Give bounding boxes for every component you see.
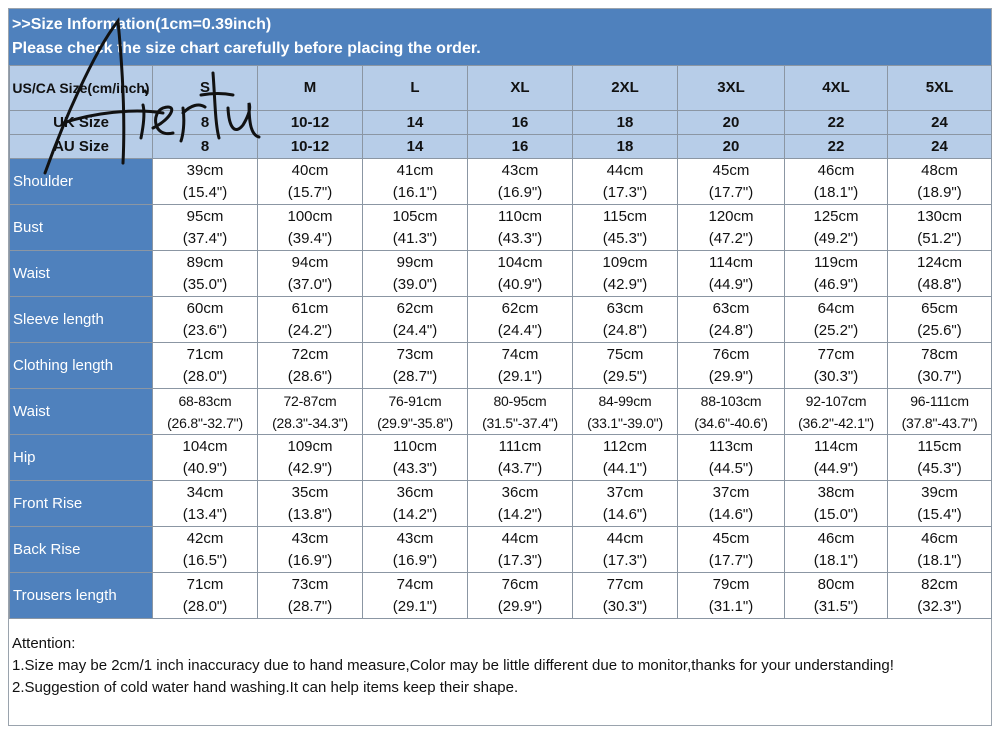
cm-value: 73cm bbox=[396, 345, 434, 363]
inch-value: (14.2") bbox=[392, 505, 438, 523]
cm-value: 39cm bbox=[921, 483, 958, 501]
measurement-cell bbox=[468, 159, 573, 205]
inch-value: (28.7") bbox=[287, 597, 333, 615]
size-header-cell: 5XL bbox=[888, 66, 992, 111]
measurement-cell bbox=[678, 527, 785, 573]
measurement-cell bbox=[153, 573, 258, 619]
inch-value: (29.1") bbox=[497, 367, 543, 385]
cm-value: 46cm bbox=[921, 529, 958, 547]
table-row bbox=[10, 159, 992, 205]
size-header-cell: 18 bbox=[573, 135, 678, 159]
cm-value: 125cm bbox=[813, 207, 859, 225]
inch-value: (24.8") bbox=[708, 321, 754, 339]
measurement-cell bbox=[153, 343, 258, 389]
cm-value: 111cm bbox=[498, 437, 542, 455]
cm-value: 115cm bbox=[917, 437, 962, 455]
inch-value: (28.0") bbox=[182, 367, 228, 385]
measurement-cell bbox=[363, 481, 468, 527]
measurement-cell bbox=[363, 205, 468, 251]
measurement-cell bbox=[888, 435, 992, 481]
size-header-cell: L bbox=[363, 66, 468, 111]
inch-value: (46.9") bbox=[813, 275, 859, 293]
size-header-cell: 22 bbox=[785, 135, 888, 159]
cm-value: 79cm bbox=[712, 575, 750, 593]
measurement-cell bbox=[888, 297, 992, 343]
inch-value: (37.0") bbox=[287, 275, 333, 293]
inch-value: (42.9") bbox=[602, 275, 648, 293]
cm-value: 95cm bbox=[186, 207, 224, 225]
cm-value: 84-99cm bbox=[598, 392, 652, 409]
size-header-cell: 16 bbox=[468, 111, 573, 135]
cm-value: 94cm bbox=[291, 253, 329, 271]
inch-value: (29.1") bbox=[392, 597, 438, 615]
size-header-cell: 24 bbox=[888, 135, 992, 159]
cm-value: 43cm bbox=[396, 529, 434, 547]
cm-value: 99cm bbox=[396, 253, 434, 271]
inch-value: (43.3") bbox=[392, 459, 438, 477]
cm-value: 64cm bbox=[817, 299, 855, 317]
cm-value: 44cm bbox=[606, 161, 644, 179]
inch-value: (24.2") bbox=[287, 321, 333, 339]
inch-value: (15.0") bbox=[813, 505, 859, 523]
cm-value: 65cm bbox=[921, 299, 958, 317]
inch-value: (37.4") bbox=[182, 229, 228, 247]
cm-value: 37cm bbox=[606, 483, 644, 501]
cm-value: 120cm bbox=[708, 207, 754, 225]
measurement-cell bbox=[573, 389, 678, 435]
measurement-cell bbox=[153, 251, 258, 297]
size-header-row bbox=[10, 111, 992, 135]
cm-value: 89cm bbox=[186, 253, 224, 271]
measurement-cell bbox=[785, 297, 888, 343]
inch-value: (44.5") bbox=[708, 459, 754, 477]
cm-value: 73cm bbox=[291, 575, 329, 593]
cm-value: 42cm bbox=[186, 529, 224, 547]
inch-value: (36.2"-42.1") bbox=[798, 414, 874, 431]
measurement-cell bbox=[258, 435, 363, 481]
cm-value: 63cm bbox=[606, 299, 644, 317]
measurement-cell bbox=[468, 481, 573, 527]
inch-value: (16.9") bbox=[497, 183, 543, 201]
table-row bbox=[10, 527, 992, 573]
size-header-cell: 14 bbox=[363, 111, 468, 135]
note-item: 2.Suggestion of cold water hand washing.It can help items keep their shape. bbox=[12, 679, 519, 696]
cm-value: 45cm bbox=[712, 529, 750, 547]
cm-value: 80cm bbox=[817, 575, 855, 593]
size-header-cell: 10-12 bbox=[258, 111, 363, 135]
cm-value: 43cm bbox=[501, 161, 539, 179]
inch-value: (25.2") bbox=[813, 321, 859, 339]
measurement-cell bbox=[888, 205, 992, 251]
cm-value: 72-87cm bbox=[283, 392, 337, 409]
cm-value: 113cm bbox=[709, 437, 753, 455]
notes-title: Attention: bbox=[12, 635, 76, 652]
cm-value: 115cm bbox=[603, 207, 647, 225]
cm-value: 38cm bbox=[817, 483, 855, 501]
measurement-cell bbox=[153, 389, 258, 435]
measurement-cell bbox=[468, 205, 573, 251]
measurement-cell bbox=[363, 573, 468, 619]
measurement-cell bbox=[468, 573, 573, 619]
table-row bbox=[10, 297, 992, 343]
size-system-label: US/CA Size(cm/inch) bbox=[10, 66, 153, 111]
measurement-cell bbox=[785, 159, 888, 205]
inch-value: (17.3") bbox=[602, 551, 648, 569]
size-header-cell: M bbox=[258, 66, 363, 111]
size-header-row bbox=[10, 66, 992, 111]
measurement-cell bbox=[363, 435, 468, 481]
cm-value: 39cm bbox=[186, 161, 224, 179]
size-header-cell: 22 bbox=[785, 111, 888, 135]
inch-value: (42.9") bbox=[287, 459, 333, 477]
size-header-cell: 4XL bbox=[785, 66, 888, 111]
measurement-cell bbox=[888, 527, 992, 573]
size-header-cell: 8 bbox=[153, 135, 258, 159]
cm-value: 76cm bbox=[501, 575, 539, 593]
inch-value: (31.5") bbox=[813, 597, 859, 615]
cm-value: 124cm bbox=[916, 253, 963, 271]
inch-value: (33.1"-39.0") bbox=[587, 414, 663, 431]
size-header-cell: 3XL bbox=[678, 66, 785, 111]
measurement-cell bbox=[363, 251, 468, 297]
cm-value: 74cm bbox=[396, 575, 434, 593]
cm-value: 110cm bbox=[393, 437, 437, 455]
inch-value: (13.8") bbox=[287, 505, 333, 523]
inch-value: (39.4") bbox=[287, 229, 333, 247]
cm-value: 71cm bbox=[186, 345, 224, 363]
cm-value: 77cm bbox=[817, 345, 855, 363]
row-label: Shoulder bbox=[10, 159, 153, 205]
row-label: Hip bbox=[10, 435, 153, 481]
inch-value: (17.3") bbox=[602, 183, 648, 201]
measurement-cell bbox=[573, 527, 678, 573]
banner-instruction: Please check the size chart carefully before placing the order. bbox=[12, 40, 481, 57]
cm-value: 75cm bbox=[606, 345, 644, 363]
cm-value: 43cm bbox=[291, 529, 329, 547]
measurement-cell bbox=[258, 251, 363, 297]
inch-value: (25.6") bbox=[917, 321, 962, 339]
measurement-cell bbox=[573, 573, 678, 619]
measurement-cell bbox=[785, 527, 888, 573]
inch-value: (14.2") bbox=[497, 505, 543, 523]
measurement-cell bbox=[573, 159, 678, 205]
measurement-cell bbox=[258, 481, 363, 527]
inch-value: (24.8") bbox=[602, 321, 648, 339]
measurement-cell bbox=[258, 343, 363, 389]
inch-value: (31.5"-37.4") bbox=[482, 414, 558, 431]
size-header-cell: 20 bbox=[678, 135, 785, 159]
inch-value: (28.0") bbox=[182, 597, 228, 615]
inch-value: (18.1") bbox=[917, 551, 962, 569]
cm-value: 74cm bbox=[501, 345, 539, 363]
inch-value: (15.4") bbox=[917, 505, 962, 523]
inch-value: (43.7") bbox=[497, 459, 543, 477]
inch-value: (29.5") bbox=[602, 367, 648, 385]
measurement-cell bbox=[888, 251, 992, 297]
note-item: 1.Size may be 2cm/1 inch inaccuracy due to hand measure,Color may be little different due to monitor,thanks for your understanding! bbox=[12, 657, 894, 674]
size-table bbox=[9, 65, 992, 619]
inch-value: (14.6") bbox=[708, 505, 754, 523]
measurement-cell bbox=[153, 527, 258, 573]
measurement-cell bbox=[153, 159, 258, 205]
inch-value: (16.1") bbox=[392, 183, 438, 201]
measurement-cell bbox=[468, 251, 573, 297]
cm-value: 110cm bbox=[498, 207, 542, 225]
inch-value: (16.5") bbox=[182, 551, 228, 569]
cm-value: 92-107cm bbox=[805, 392, 867, 409]
measurement-cell bbox=[678, 159, 785, 205]
inch-value: (49.2") bbox=[813, 229, 859, 247]
inch-value: (24.4") bbox=[392, 321, 438, 339]
cm-value: 77cm bbox=[606, 575, 644, 593]
measurement-cell bbox=[678, 435, 785, 481]
size-header-cell: XL bbox=[468, 66, 573, 111]
measurement-cell bbox=[678, 205, 785, 251]
inch-value: (18.9") bbox=[917, 183, 962, 201]
measurement-cell bbox=[678, 297, 785, 343]
inch-value: (40.9") bbox=[497, 275, 543, 293]
banner-title: >>Size Information(1cm=0.39inch) bbox=[12, 16, 272, 33]
row-label: Back Rise bbox=[10, 527, 153, 573]
inch-value: (29.9"-35.8") bbox=[377, 414, 453, 431]
cm-value: 114cm bbox=[814, 437, 858, 455]
size-header-cell: 20 bbox=[678, 111, 785, 135]
table-row bbox=[10, 435, 992, 481]
cm-value: 44cm bbox=[501, 529, 539, 547]
cm-value: 37cm bbox=[712, 483, 750, 501]
cm-value: 114cm bbox=[709, 253, 753, 271]
cm-value: 109cm bbox=[602, 253, 648, 271]
measurement-cell bbox=[363, 343, 468, 389]
measurement-cell bbox=[258, 389, 363, 435]
cm-value: 82cm bbox=[921, 575, 958, 593]
size-system-label: AU Size bbox=[10, 135, 153, 159]
inch-value: (45.3") bbox=[917, 459, 962, 477]
cm-value: 48cm bbox=[921, 161, 958, 179]
cm-value: 46cm bbox=[817, 529, 855, 547]
cm-value: 44cm bbox=[606, 529, 644, 547]
measurement-cell bbox=[573, 481, 678, 527]
inch-value: (26.8"-32.7") bbox=[167, 414, 243, 431]
row-label: Clothing length bbox=[10, 343, 153, 389]
measurement-cell bbox=[468, 343, 573, 389]
measurement-cell bbox=[678, 343, 785, 389]
inch-value: (44.9") bbox=[813, 459, 859, 477]
measurement-cell bbox=[573, 205, 678, 251]
cm-value: 76-91cm bbox=[388, 392, 442, 409]
measurement-cell bbox=[363, 159, 468, 205]
inch-value: (44.9") bbox=[708, 275, 754, 293]
table-row bbox=[10, 251, 992, 297]
cm-value: 112cm bbox=[603, 437, 647, 455]
cm-value: 34cm bbox=[186, 483, 224, 501]
measurement-cell bbox=[153, 205, 258, 251]
inch-value: (28.3"-34.3") bbox=[272, 414, 348, 431]
cm-value: 88-103cm bbox=[700, 392, 762, 409]
inch-value: (28.6") bbox=[287, 367, 333, 385]
inch-value: (29.9") bbox=[497, 597, 543, 615]
size-header-cell: 18 bbox=[573, 111, 678, 135]
cm-value: 68-83cm bbox=[178, 392, 232, 409]
cm-value: 72cm bbox=[291, 345, 329, 363]
size-header-cell: 2XL bbox=[573, 66, 678, 111]
cm-value: 80-95cm bbox=[493, 392, 547, 409]
inch-value: (44.1") bbox=[602, 459, 648, 477]
cm-value: 105cm bbox=[392, 207, 438, 225]
inch-value: (14.6") bbox=[602, 505, 648, 523]
inch-value: (17.7") bbox=[708, 183, 754, 201]
inch-value: (17.7") bbox=[708, 551, 754, 569]
table-row bbox=[10, 205, 992, 251]
cm-value: 96-111cm bbox=[910, 392, 969, 409]
size-header-cell: 10-12 bbox=[258, 135, 363, 159]
row-label: Bust bbox=[10, 205, 153, 251]
cm-value: 104cm bbox=[182, 437, 228, 455]
row-label: Waist bbox=[10, 389, 153, 435]
inch-value: (51.2") bbox=[917, 229, 962, 247]
size-chart bbox=[8, 8, 992, 726]
inch-value: (16.9") bbox=[392, 551, 438, 569]
inch-value: (34.6"-40.6') bbox=[694, 414, 768, 431]
measurement-cell bbox=[258, 527, 363, 573]
table-row bbox=[10, 481, 992, 527]
inch-value: (29.9") bbox=[708, 367, 754, 385]
measurement-cell bbox=[785, 251, 888, 297]
inch-value: (13.4") bbox=[182, 505, 228, 523]
inch-value: (16.9") bbox=[287, 551, 333, 569]
cm-value: 40cm bbox=[291, 161, 329, 179]
measurement-cell bbox=[785, 573, 888, 619]
measurement-cell bbox=[258, 205, 363, 251]
measurement-cell bbox=[363, 297, 468, 343]
cm-value: 130cm bbox=[916, 207, 963, 225]
measurement-cell bbox=[153, 297, 258, 343]
row-label: Waist bbox=[10, 251, 153, 297]
cm-value: 100cm bbox=[287, 207, 333, 225]
inch-value: (45.3") bbox=[602, 229, 648, 247]
inch-value: (15.4") bbox=[182, 183, 228, 201]
measurement-cell bbox=[363, 389, 468, 435]
row-label: Sleeve length bbox=[10, 297, 153, 343]
inch-value: (32.3") bbox=[917, 597, 962, 615]
measurement-cell bbox=[678, 573, 785, 619]
size-system-label: UK Size bbox=[10, 111, 153, 135]
inch-value: (43.3") bbox=[497, 229, 543, 247]
size-header-cell: S bbox=[153, 66, 258, 111]
table-row bbox=[10, 573, 992, 619]
measurement-cell bbox=[258, 159, 363, 205]
measurement-cell bbox=[785, 481, 888, 527]
inch-value: (30.7") bbox=[917, 367, 962, 385]
inch-value: (24.4") bbox=[497, 321, 543, 339]
size-header-cell: 14 bbox=[363, 135, 468, 159]
size-header-row bbox=[10, 135, 992, 159]
measurement-cell bbox=[888, 159, 992, 205]
cm-value: 60cm bbox=[186, 299, 224, 317]
measurement-cell bbox=[785, 435, 888, 481]
measurement-cell bbox=[888, 343, 992, 389]
measurement-cell bbox=[468, 435, 573, 481]
size-header-cell: 16 bbox=[468, 135, 573, 159]
cm-value: 61cm bbox=[291, 299, 329, 317]
inch-value: (48.8") bbox=[917, 275, 962, 293]
measurement-cell bbox=[153, 481, 258, 527]
measurement-cell bbox=[573, 251, 678, 297]
inch-value: (23.6") bbox=[182, 321, 228, 339]
measurement-cell bbox=[785, 389, 888, 435]
cm-value: 76cm bbox=[712, 345, 750, 363]
cm-value: 109cm bbox=[287, 437, 333, 455]
inch-value: (47.2") bbox=[708, 229, 754, 247]
inch-value: (39.0") bbox=[392, 275, 438, 293]
cm-value: 36cm bbox=[501, 483, 539, 501]
measurement-cell bbox=[258, 573, 363, 619]
measurement-cell bbox=[678, 481, 785, 527]
measurement-cell bbox=[785, 205, 888, 251]
measurement-cell bbox=[468, 527, 573, 573]
row-label: Front Rise bbox=[10, 481, 153, 527]
inch-value: (18.1") bbox=[813, 183, 859, 201]
cm-value: 71cm bbox=[186, 575, 224, 593]
cm-value: 41cm bbox=[396, 161, 434, 179]
measurement-cell bbox=[573, 297, 678, 343]
table-row bbox=[10, 343, 992, 389]
measurement-cell bbox=[888, 573, 992, 619]
inch-value: (37.8"-43.7") bbox=[901, 414, 978, 431]
measurement-cell bbox=[573, 435, 678, 481]
inch-value: (40.9") bbox=[182, 459, 228, 477]
cm-value: 78cm bbox=[921, 345, 958, 363]
cm-value: 63cm bbox=[712, 299, 750, 317]
cm-value: 119cm bbox=[814, 253, 858, 271]
measurement-cell bbox=[678, 389, 785, 435]
cm-value: 35cm bbox=[291, 483, 329, 501]
table-row bbox=[10, 389, 992, 435]
measurement-cell bbox=[573, 343, 678, 389]
measurement-cell bbox=[468, 389, 573, 435]
inch-value: (30.3") bbox=[602, 597, 648, 615]
cm-value: 46cm bbox=[817, 161, 855, 179]
inch-value: (15.7") bbox=[287, 183, 333, 201]
cm-value: 36cm bbox=[396, 483, 434, 501]
measurement-cell bbox=[363, 527, 468, 573]
measurement-cell bbox=[153, 435, 258, 481]
measurement-cell bbox=[888, 389, 992, 435]
info-banner bbox=[9, 9, 991, 65]
measurement-cell bbox=[785, 343, 888, 389]
inch-value: (41.3") bbox=[392, 229, 438, 247]
inch-value: (31.1") bbox=[708, 597, 754, 615]
row-label: Trousers length bbox=[10, 573, 153, 619]
measurement-cell bbox=[468, 297, 573, 343]
cm-value: 62cm bbox=[396, 299, 434, 317]
inch-value: (30.3") bbox=[813, 367, 859, 385]
inch-value: (17.3") bbox=[497, 551, 543, 569]
measurement-cell bbox=[258, 297, 363, 343]
cm-value: 104cm bbox=[497, 253, 543, 271]
inch-value: (28.7") bbox=[392, 367, 438, 385]
size-header-cell: 8 bbox=[153, 111, 258, 135]
size-header-cell: 24 bbox=[888, 111, 992, 135]
attention-notes bbox=[12, 633, 988, 699]
inch-value: (35.0") bbox=[182, 275, 228, 293]
measurement-cell bbox=[678, 251, 785, 297]
cm-value: 62cm bbox=[501, 299, 539, 317]
measurement-cell bbox=[888, 481, 992, 527]
cm-value: 45cm bbox=[712, 161, 750, 179]
inch-value: (18.1") bbox=[813, 551, 859, 569]
